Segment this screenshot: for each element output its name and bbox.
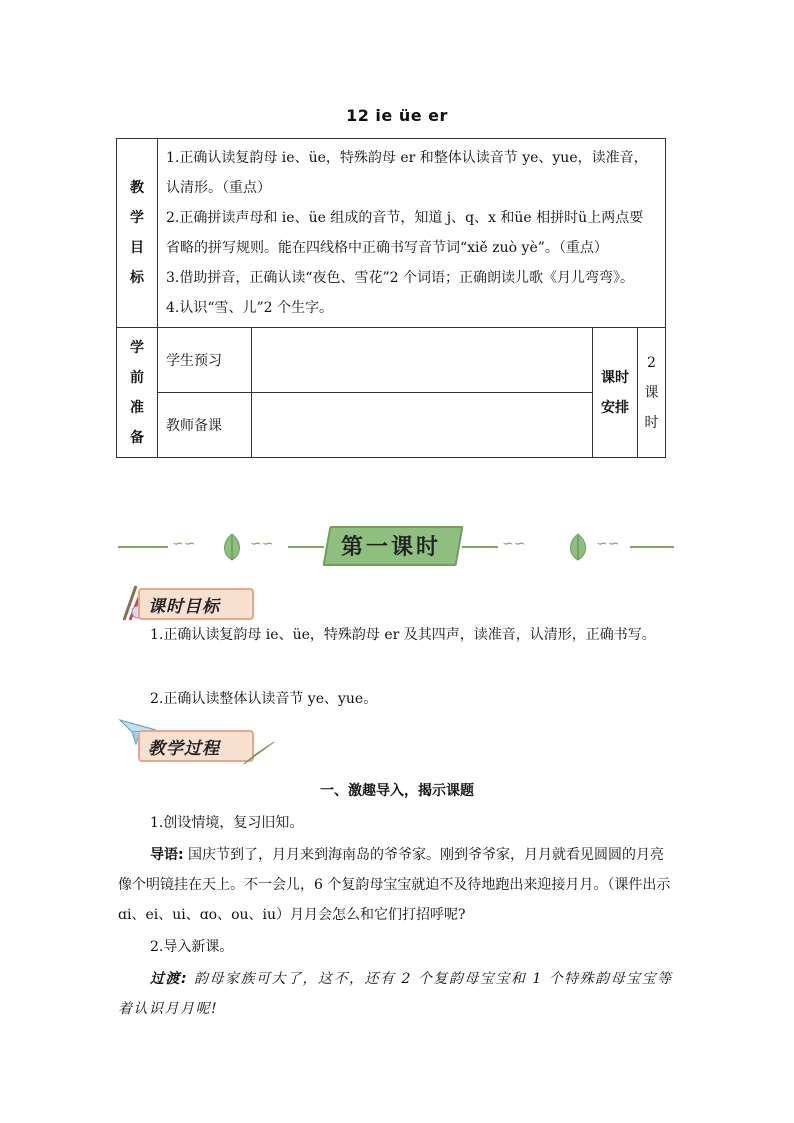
process-heading: 一、激趣导入，揭示课题 <box>320 783 474 799</box>
step-2: 2.导入新课。 <box>150 939 234 955</box>
curl-ornament-icon: ∽∽ <box>596 536 620 552</box>
lesson-goal-2: 2.正确认读整体认读音节 ye、yue。 <box>150 691 378 707</box>
banner-title: 第一课时 <box>340 534 441 560</box>
goal-item: 4.认识“雪、儿”2 个生字。 <box>166 300 334 316</box>
curl-ornament-icon: ∽∽ <box>172 536 196 552</box>
teacher-prep-blank <box>252 393 593 458</box>
student-prep-label: 学生预习 <box>158 328 252 393</box>
lead-label: 导语: <box>150 847 184 863</box>
tag-label: 课时目标 <box>148 597 220 617</box>
step-1: 1.创设情境，复习旧知。 <box>150 815 304 831</box>
goals-label: 教 学 目 标 <box>117 139 158 328</box>
goal-item: 1.正确认读复韵母 ie、üe，特殊韵母 er 和整体认读音节 ye、yue，读准音，认清形。（重点） <box>166 150 648 196</box>
goals-cell <box>158 139 666 328</box>
leaf-icon <box>564 532 592 562</box>
curl-ornament-icon: ∽∽ <box>250 536 274 552</box>
teacher-prep-label: 教师备课 <box>158 393 252 458</box>
section-banner <box>118 524 674 570</box>
goal-item: 3.借助拼音，正确认读“夜色、雪花”2 个词语；正确朗读儿歌《月儿弯弯》。 <box>166 270 635 286</box>
transition-label: 过渡: <box>150 971 189 987</box>
lesson-goal-1: 1.正确认读复韵母 ie、üe，特殊韵母 er 及其四声，读准音，认清形，正确书写。 <box>150 627 656 643</box>
goal-item: 2.正确拼读声母和 ie、üe 组成的音节，知道 j、q、x 和üe 相拼时ü上两点要省略的拼写规则。能在四线格中正确书写音节词“xiě zuò yè”。（重点） <box>166 210 644 256</box>
transition-paragraph <box>118 964 674 1024</box>
schedule-value: 2 课 时 <box>638 328 666 458</box>
tag-label: 教学过程 <box>148 739 220 759</box>
curl-ornament-icon: ∽∽ <box>502 536 526 552</box>
transition-text: 韵母家族可大了，这不，还有 2 个复韵母宝宝和 1 个特殊韵母宝宝等着认识月月呢! <box>118 971 673 1017</box>
prep-label: 学 前 准 备 <box>117 328 158 458</box>
student-prep-blank <box>252 328 593 393</box>
schedule-label: 课时 安排 <box>593 328 638 458</box>
lesson-plan-table <box>116 138 666 458</box>
lead-paragraph <box>118 840 674 930</box>
paper-plane-icon <box>242 740 276 766</box>
lead-text: 国庆节到了，月月来到海南岛的爷爷家。刚到爷爷家，月月就看见圆圆的月亮像个明镜挂在天上。不一会儿，6 个复韵母宝宝就迫不及待地跑出来迎接月月。（课件出示ɑi、ei、ui、ɑo、ou、iu）月月会怎么和它们打招呼呢? <box>118 847 671 923</box>
leaf-icon <box>218 532 246 562</box>
lesson-title: 12 ie üe er <box>346 106 448 125</box>
teaching-process-tag <box>118 716 278 760</box>
